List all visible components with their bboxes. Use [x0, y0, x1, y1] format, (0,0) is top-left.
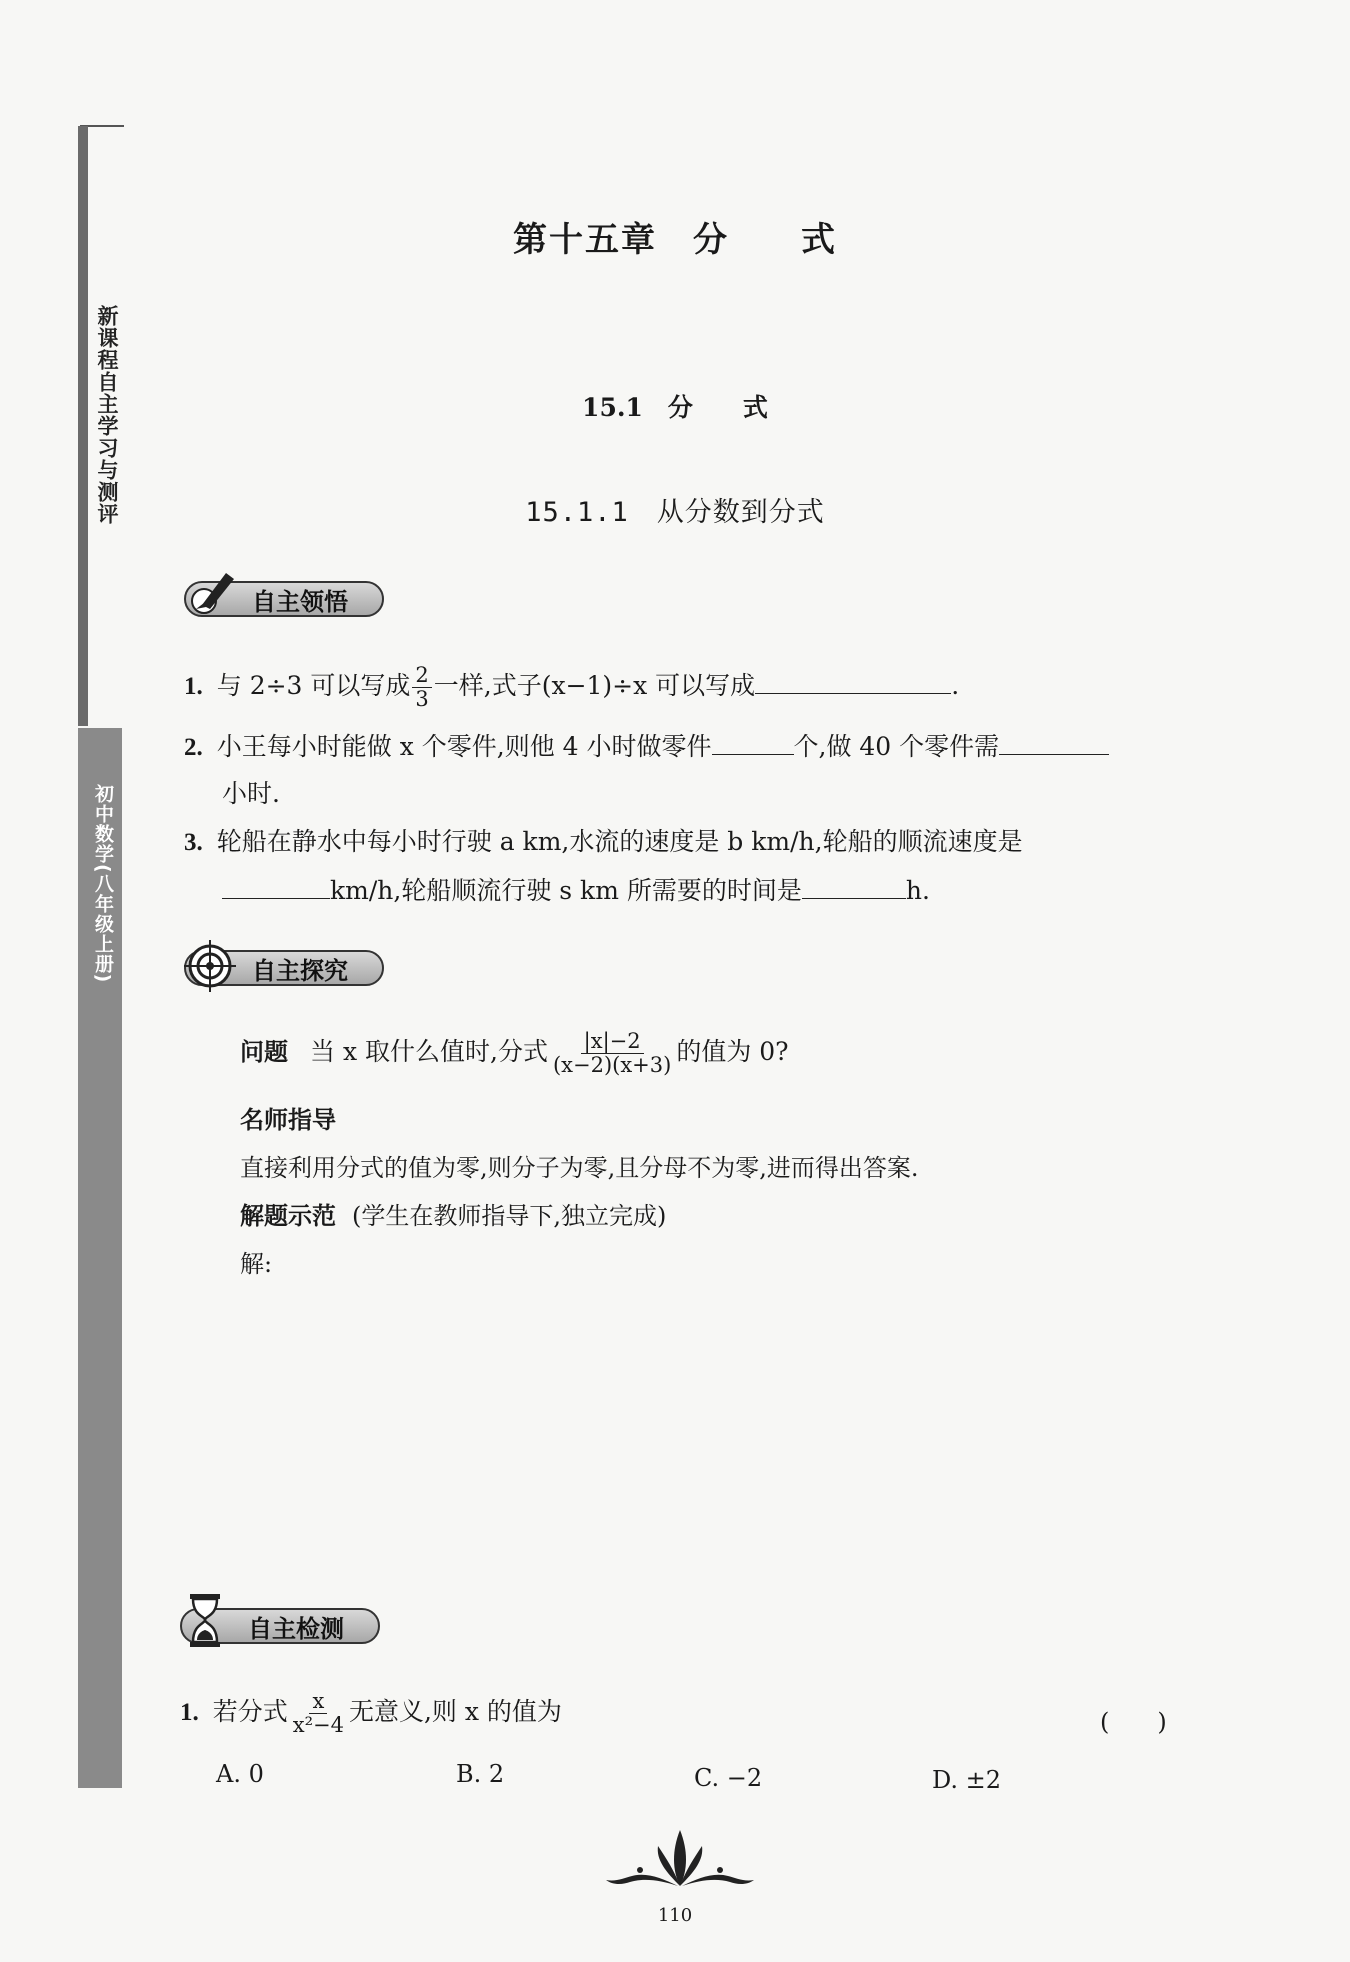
question-text: 若分式 [212, 1697, 288, 1726]
fraction-numerator: 2 [412, 664, 431, 688]
answer-blank[interactable] [802, 872, 906, 899]
answer-blank[interactable] [712, 728, 794, 755]
option-b[interactable]: B. 2 [456, 1760, 505, 1788]
fraction-numerator: x [309, 1690, 327, 1714]
question-text: h. [905, 876, 930, 905]
problem-text: 当 x 取什么值时,分式 [310, 1037, 548, 1066]
demo-line [240, 1196, 666, 1231]
sidebar-subject: 初中数学(八年级上册) [92, 784, 114, 984]
question-2-cont [222, 776, 280, 812]
question-number: 1. [184, 673, 203, 700]
question-text: 个,做 40 个零件需 [793, 732, 1000, 761]
question-text: 轮船在静水中每小时行驶 a km,水流的速度是 b km/h,轮船的顺流速度是 [216, 827, 1023, 856]
fraction-denominator: x²−4 [292, 1713, 344, 1737]
question-text: 小时. [222, 779, 280, 808]
answer-blank[interactable] [222, 872, 330, 899]
section-title: 15.1 分 式 [582, 393, 768, 422]
question-2 [184, 728, 1109, 766]
question-number: 3. [184, 829, 203, 856]
question-text: 小王每小时能做 x 个零件,则他 4 小时做零件 [216, 732, 712, 761]
self-understanding-title: 自主领悟 [252, 587, 348, 616]
exploration-problem [240, 1030, 789, 1077]
chapter-title: 第十五章 分 式 [513, 220, 837, 260]
guide-label: 名师指导 [240, 1106, 336, 1134]
problem-text: 的值为 0? [676, 1037, 789, 1066]
page-number: 110 [657, 1905, 693, 1926]
fraction-denominator: (x−2)(x+3) [552, 1053, 672, 1077]
answer-label: 解: [240, 1250, 273, 1278]
target-icon [182, 932, 242, 992]
self-understanding-header [184, 581, 384, 617]
self-test-title: 自主检测 [248, 1614, 344, 1643]
self-exploration-header [184, 950, 384, 986]
question-text: . [951, 671, 960, 700]
fraction [290, 1690, 347, 1737]
question-text: km/h,轮船顺流行驶 s km 所需要的时间是 [330, 876, 802, 905]
option-c[interactable]: C. −2 [694, 1764, 763, 1792]
option-d[interactable]: D. ±2 [932, 1766, 1002, 1794]
test-question-1 [180, 1690, 562, 1737]
fraction [412, 664, 431, 711]
self-test-header [180, 1608, 380, 1644]
question-number: 2. [184, 734, 203, 761]
floral-ornament-icon [600, 1820, 760, 1900]
sidebar-book-title: 新课程自主学习与测评 [95, 305, 119, 525]
question-text: 无意义,则 x 的值为 [348, 1697, 562, 1726]
option-a[interactable]: A. 0 [216, 1760, 264, 1788]
demo-note: (学生在教师指导下,独立完成) [352, 1202, 667, 1230]
question-text: 一样,式子(x−1)÷x 可以写成 [433, 671, 756, 700]
answer-blank[interactable] [755, 667, 951, 694]
problem-label: 问题 [240, 1038, 288, 1066]
self-exploration-title: 自主探究 [252, 956, 348, 985]
question-3-cont [222, 872, 930, 909]
question-text: 与 2÷3 可以写成 [216, 671, 411, 700]
fraction [550, 1030, 674, 1077]
guide-text: 直接利用分式的值为零,则分子为零,且分母不为零,进而得出答案. [240, 1154, 919, 1182]
answer-blank[interactable] [999, 728, 1109, 755]
answer-area[interactable] [262, 1280, 1162, 1540]
fraction-denominator: 3 [415, 687, 429, 711]
pen-icon [182, 563, 242, 623]
answer-bracket[interactable]: ( ) [1100, 1708, 1167, 1736]
hourglass-icon [178, 1590, 238, 1650]
question-1 [184, 664, 959, 711]
question-3 [184, 824, 1023, 861]
subsection-title: 15.1.1 从分数到分式 [525, 497, 825, 528]
question-number: 1. [180, 1699, 199, 1726]
fraction-numerator: |x|−2 [581, 1030, 644, 1054]
demo-label: 解题示范 [240, 1202, 336, 1230]
